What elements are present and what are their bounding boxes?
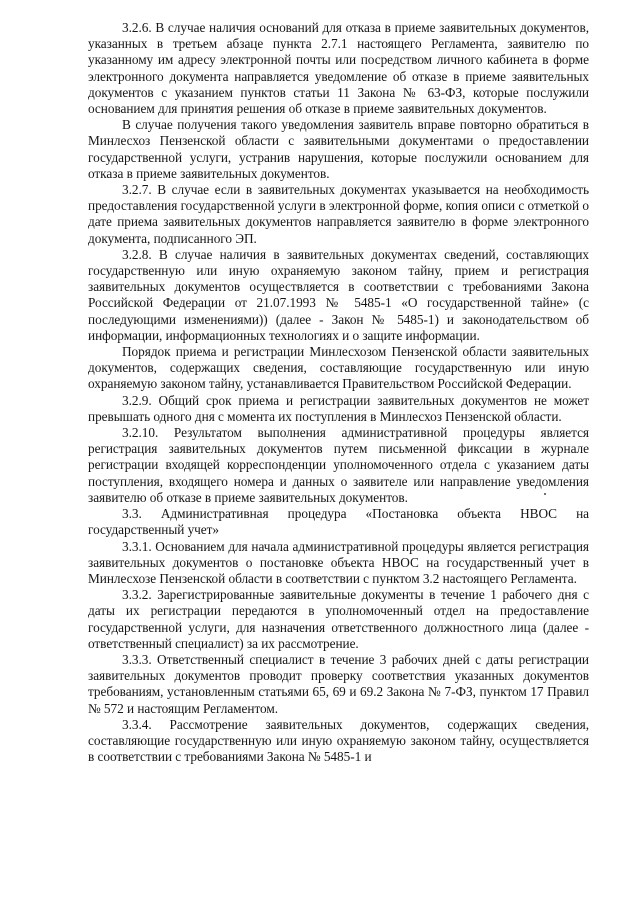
paragraph-3-3-2: 3.3.2. Зарегистрированные заявительные документы в течение 1 рабочего дня с даты их регистрации передаются в уполномоченный отдел на предоставление государственной услуги, для назначения ответственного должностного лица (далее - ответственный специалист) за их рассмотрение. <box>88 587 589 651</box>
paragraph-secret-procedure: Порядок приема и регистрации Минлесхозом Пензенской области заявительных документов, содержащих сведения, составляющие государственную или иную охраняемую законом тайну, устанавливается Правительством Российской Федерации. <box>88 344 589 392</box>
paragraph-3-3-heading: 3.3. Административная процедура «Постановка объекта НВОС на государственный учет» <box>88 506 589 538</box>
scan-speck <box>544 493 546 495</box>
paragraph-3-2-8: 3.2.8. В случае наличия в заявительных документах сведений, составляющих государственную или иную охраняемую законом тайну, прием и регистрация заявительных документов осуществляется в соответствии с требованиями Закона Российской Федерации от 21.07.1993 № 5485-1 «О государственной тайне» (с последующими изменениями)) (далее - Закон № 5485-1) и законодательством об информации, информационных технологиях и о защите информации. <box>88 246 589 343</box>
paragraph-3-3-3: 3.3.3. Ответственный специалист в течение 3 рабочих дней с даты регистрации заявительных документов проводит проверку соответствия указанных документов требованиям, установленным статьями 65, 69 и 69.2 Закона № 7-ФЗ, пунктом 17 Правил № 572 и настоящим Регламентом. <box>88 651 589 716</box>
paragraph-3-3-4: 3.3.4. Рассмотрение заявительных документов, содержащих сведения, составляющие государственную или иную охраняемую законом тайну, осуществляется в соответствии с требованиями Закона № 5485-1 и <box>88 716 589 765</box>
document-body <box>88 20 589 765</box>
paragraph-3-2-7: 3.2.7. В случае если в заявительных документах указывается на необходимость предоставления государственной услуги в электронной форме, копия описи с отметкой о дате приема заявительных документов направляется заявителю в форме электронного документа, подписанного ЭП. <box>88 182 589 246</box>
paragraph-3-2-9: 3.2.9. Общий срок приема и регистрации заявительных документов не может превышать одного дня с момента их поступления в Минлесхоз Пензенской области. <box>88 392 589 424</box>
paragraph-3-3-1: 3.3.1. Основанием для начала административной процедуры является регистрация заявительных документов о постановке объекта НВОС на государственный учет в Минлесхозе Пензенской области в соответствии с пунктом 3.2 настоящего Регламента. <box>88 538 589 586</box>
paragraph-3-2-6: 3.2.6. В случае наличия оснований для отказа в приеме заявительных документов, указанных в третьем абзаце пункта 2.7.1 настоящего Регламента, заявителю по указанному им адресу электронной почты или посредством личного кабинета в форме электронного документа направляется уведомление об отказе в приеме заявительных документов с указанием пунктов статьи 11 Закона № 63-ФЗ, которые послужили основанием для принятия решения об отказе в приеме заявительных документов. <box>88 20 589 117</box>
paragraph-3-2-10: 3.2.10. Результатом выполнения административной процедуры является регистрация заявительных документов путем письменной фиксации в журнале регистрации входящей корреспонденции уполномоченного отдела с указанием даты поступления, входящего номера и данных о заявителе или направление уведомления заявителю об отказе в приеме заявительных документов. <box>88 425 589 505</box>
paragraph-repeat-appeal: В случае получения такого уведомления заявитель вправе повторно обратиться в Минлесхоз Пензенской области с заявительными документами о предоставлении государственной услуги, устранив нарушения, которые послужили основанием для отказа в приеме заявительных документов. <box>88 117 589 181</box>
